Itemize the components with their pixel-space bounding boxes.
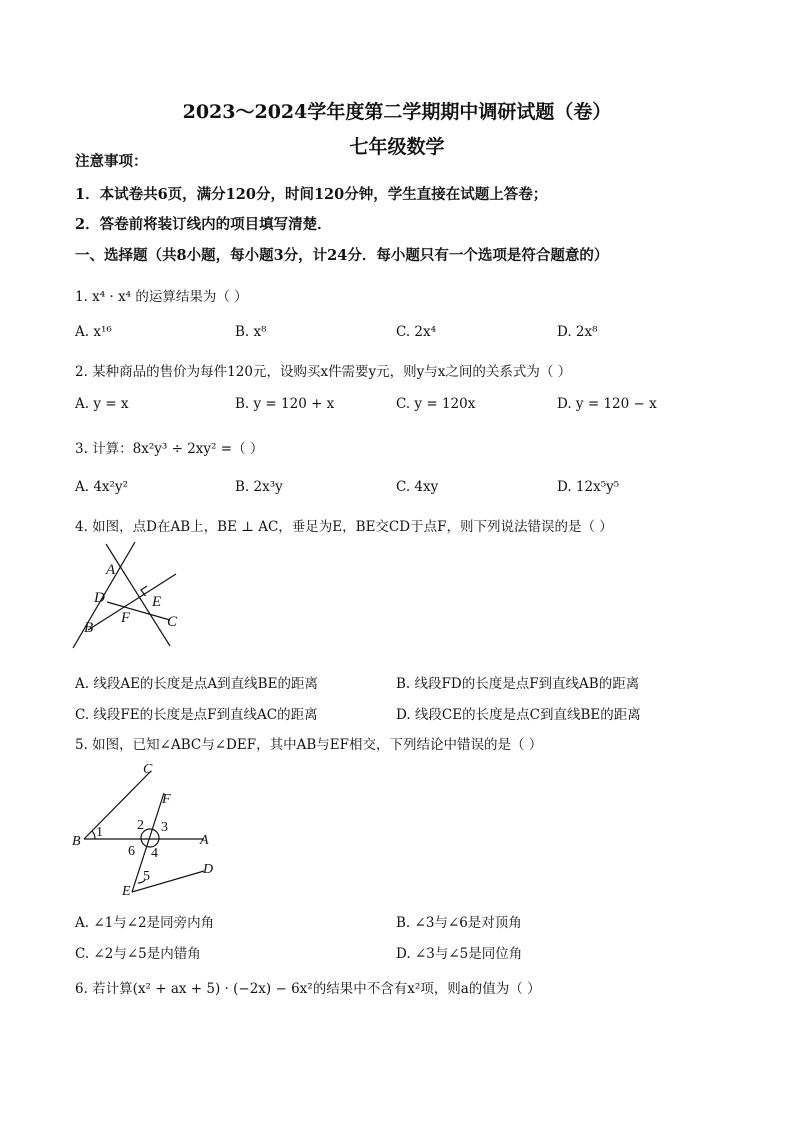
option-d: D. 12x⁵y⁵ [557,479,620,495]
question-stem: 2. 某种商品的售价为每件120元，设购买x件需要y元，则y与x之间的关系式为（ ） [75,364,572,380]
question-stem: 4. 如图，点D在AB上，BE ⊥ AC，垂足为E，BE交CD于点F，则下列说法错误的是（ ） [75,519,613,535]
label-f: F [162,792,171,807]
option-c: C. ∠2与∠5是内错角 [75,946,201,962]
notes-item: 2．答卷前将装订线内的项目填写清楚． [75,216,332,233]
q5-figure [66,756,236,901]
option-b: B. 2x³y [235,479,283,495]
angle-2-label: 2 [137,818,144,833]
notes-heading: 注意事项： [75,153,148,170]
option-b: B. x⁸ [235,324,267,340]
option-a: A. 线段AE的长度是点A到直线BE的距离 [75,676,318,692]
label-b: B [72,834,81,849]
angle-3-label: 3 [161,820,168,835]
angle-1-label: 1 [96,825,103,840]
label-d: D [94,590,105,606]
option-d: D. ∠3与∠5是同位角 [396,946,523,962]
label-f: F [121,610,131,626]
option-a: A. 4x²y² [75,479,128,495]
label-a: A [200,833,209,848]
option-b: B. ∠3与∠6是对顶角 [396,915,522,931]
option-c: C. 线段FE的长度是点F到直线AC的距离 [75,707,318,723]
option-c: C. y = 120x [396,396,476,412]
label-c: C [167,614,178,630]
label-c: C [143,762,153,777]
q4-figure [70,538,190,663]
question-stem: 5. 如图，已知∠ABC与∠DEF，其中AB与EF相交，下列结论中错误的是（ ） [75,737,543,753]
label-d: D [203,862,214,877]
exam-title: 2023～2024学年度第二学期期中调研试题（卷） [182,101,612,123]
option-c: C. 2x⁴ [396,324,437,340]
option-a: A. y = x [75,396,129,412]
option-b: B. y = 120 + x [235,396,335,412]
exam-subtitle: 七年级数学 [349,136,445,158]
angle-6-label: 6 [128,844,135,859]
notes-item: 1．本试卷共6页，满分120分，时间120分钟，学生直接在试题上答卷； [75,186,548,203]
option-d: D. y = 120 − x [557,396,657,412]
option-d: D. 2x⁸ [557,324,598,340]
angle-4-label: 4 [151,846,158,861]
label-a: A [106,562,116,578]
section-heading: 一、选择题（共8小题，每小题3分，计24分．每小题只有一个选项是符合题意的） [75,247,609,264]
option-b: B. 线段FD的长度是点F到直线AB的距离 [396,676,640,692]
question-stem: 3. 计算：8x²y³ ÷ 2xy² =（ ） [75,441,264,457]
angle-5-label: 5 [143,869,150,884]
question-stem: 1. x⁴ · x⁴ 的运算结果为（ ） [75,289,248,305]
label-b: B [84,620,94,636]
option-a: A. ∠1与∠2是同旁内角 [75,915,215,931]
label-e: E [152,594,162,610]
question-stem: 6. 若计算(x² + ax + 5) · (−2x) − 6x²的结果中不含有x²项，则a的值为（ ） [75,981,541,997]
option-a: A. x¹⁶ [75,324,112,340]
label-e: E [122,884,131,899]
option-c: C. 4xy [396,479,439,495]
right-angle-mark [141,586,147,596]
option-d: D. 线段CE的长度是点C到直线BE的距离 [396,707,641,723]
angle-1-arc [92,831,95,839]
